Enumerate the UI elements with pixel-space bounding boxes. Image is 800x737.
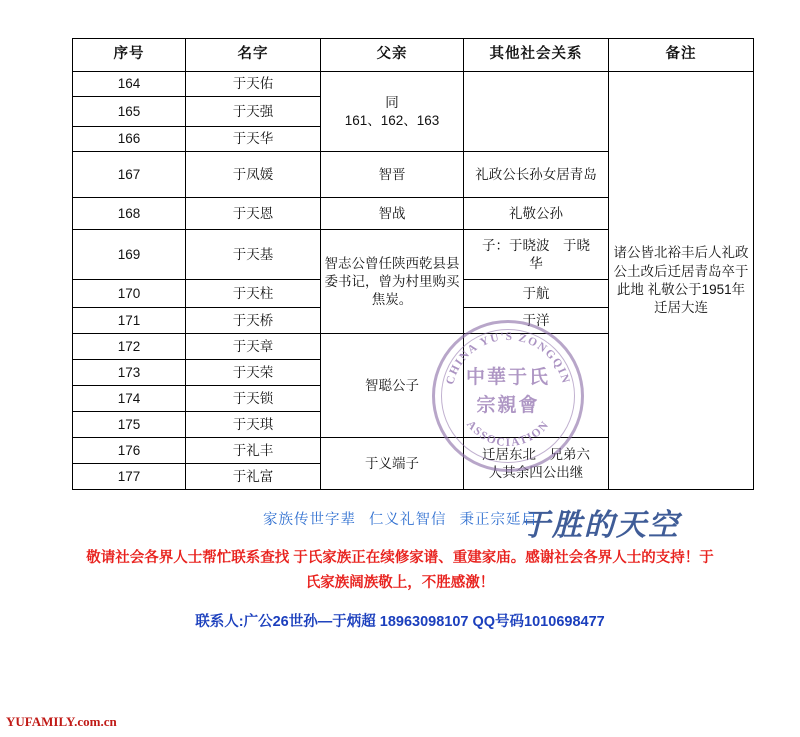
cell-name: 于凤媛 xyxy=(186,152,321,198)
cell-sequence: 174 xyxy=(73,386,186,412)
cell-sequence: 170 xyxy=(73,280,186,308)
column-header-name: 名字 xyxy=(186,39,321,72)
cell-name: 于天荣 xyxy=(186,360,321,386)
cell-sequence: 167 xyxy=(73,152,186,198)
cell-sequence: 173 xyxy=(73,360,186,386)
cell-sequence: 165 xyxy=(73,97,186,127)
family-generation-motto xyxy=(0,508,800,529)
cell-other-172-175 xyxy=(464,334,609,438)
genealogy-table-wrapper xyxy=(72,38,749,490)
father-line-2: 161、162、163 xyxy=(344,112,440,128)
cell-name: 于天基 xyxy=(186,230,321,280)
cell-father-176-177: 于义端子 xyxy=(321,438,464,490)
cell-sequence: 166 xyxy=(73,127,186,152)
cell-name: 于天琪 xyxy=(186,412,321,438)
seal-center-line-1: 中華于氏 xyxy=(465,367,550,388)
column-header-father: 父亲 xyxy=(321,39,464,72)
table-row xyxy=(73,72,754,97)
notice-line-2: 氏家族阔族敬上，不胜感激！ xyxy=(305,575,495,592)
cell-name: 于天强 xyxy=(186,97,321,127)
cell-sequence: 177 xyxy=(73,464,186,490)
motto-right: 秉正宗延启 xyxy=(459,512,538,528)
cell-other-168: 礼敬公孙 xyxy=(464,198,609,230)
motto-mid: 仁义礼智信 xyxy=(369,512,447,528)
cell-remarks-164-177: 诸公皆北裕丰后人礼政公土改后迁居青岛卒于此地 礼敬公于1951年迁居大连 xyxy=(609,72,754,490)
cell-other-171: 于洋 xyxy=(464,308,609,334)
cell-sequence: 172 xyxy=(73,334,186,360)
cell-other-176-177 xyxy=(464,438,609,490)
watermark-signature: 于胜的天空 xyxy=(520,509,680,542)
column-header-other-relations: 其他社会关系 xyxy=(464,39,609,72)
cell-other-169 xyxy=(464,230,609,280)
cell-sequence: 171 xyxy=(73,308,186,334)
genealogy-table xyxy=(72,38,754,490)
cell-father-168: 智战 xyxy=(321,198,464,230)
cell-sequence: 176 xyxy=(73,438,186,464)
cell-name: 于天柱 xyxy=(186,280,321,308)
cell-sequence: 168 xyxy=(73,198,186,230)
cell-father-164-166 xyxy=(321,72,464,152)
cell-other-164-166 xyxy=(464,72,609,152)
other-line-2: 人其余四公出继 xyxy=(488,464,584,480)
site-url-label: YUFAMILY.com.cn xyxy=(6,714,117,729)
cell-father-167: 智晋 xyxy=(321,152,464,198)
cell-other-170: 于航 xyxy=(464,280,609,308)
seal-center-line-2: 宗親會 xyxy=(476,394,540,416)
cell-other-167: 礼政公长孙女居青岛 xyxy=(464,152,609,198)
father-line-1: 同 xyxy=(385,94,399,110)
column-header-remarks: 备注 xyxy=(609,39,754,72)
cell-name: 于礼丰 xyxy=(186,438,321,464)
column-header-sequence: 序号 xyxy=(73,39,186,72)
motto-left: 家族传世字辈 xyxy=(262,512,356,528)
other-line-1: 迁居东北 兄弟六 xyxy=(482,446,590,462)
cell-name: 于天华 xyxy=(186,127,321,152)
cell-sequence: 175 xyxy=(73,412,186,438)
table-header-row xyxy=(73,39,754,72)
contact-info: 联系人:广公26世孙—于炳超 18963098107 QQ号码1010698477 xyxy=(195,614,605,630)
other-line-1: 子：于晓波 于晓 xyxy=(482,237,590,253)
seal-arc-top-text: CHINA YU'S ZONGQIN xyxy=(444,330,572,386)
notice-line-1: 敬请社会各界人士帮忙联系查找 于氏家族正在续修家谱、重建家庙。感谢社会各界人士的支持！于 xyxy=(86,550,714,566)
cell-father-169-171: 智志公曾任陕西乾县县委书记，曾为村里购买焦炭。 xyxy=(321,230,464,334)
cell-sequence: 169 xyxy=(73,230,186,280)
cell-name: 于天佑 xyxy=(186,72,321,97)
cell-name: 于天锁 xyxy=(186,386,321,412)
public-notice xyxy=(55,546,745,597)
cell-sequence: 164 xyxy=(73,72,186,97)
seal-arc-bottom-text: ASSOCIATION xyxy=(464,418,552,450)
cell-name: 于礼富 xyxy=(186,464,321,490)
cell-name: 于天章 xyxy=(186,334,321,360)
cell-name: 于天恩 xyxy=(186,198,321,230)
cell-name: 于天桥 xyxy=(186,308,321,334)
cell-father-172-175: 智聪公子 xyxy=(321,334,464,438)
other-line-2: 华 xyxy=(529,255,543,271)
